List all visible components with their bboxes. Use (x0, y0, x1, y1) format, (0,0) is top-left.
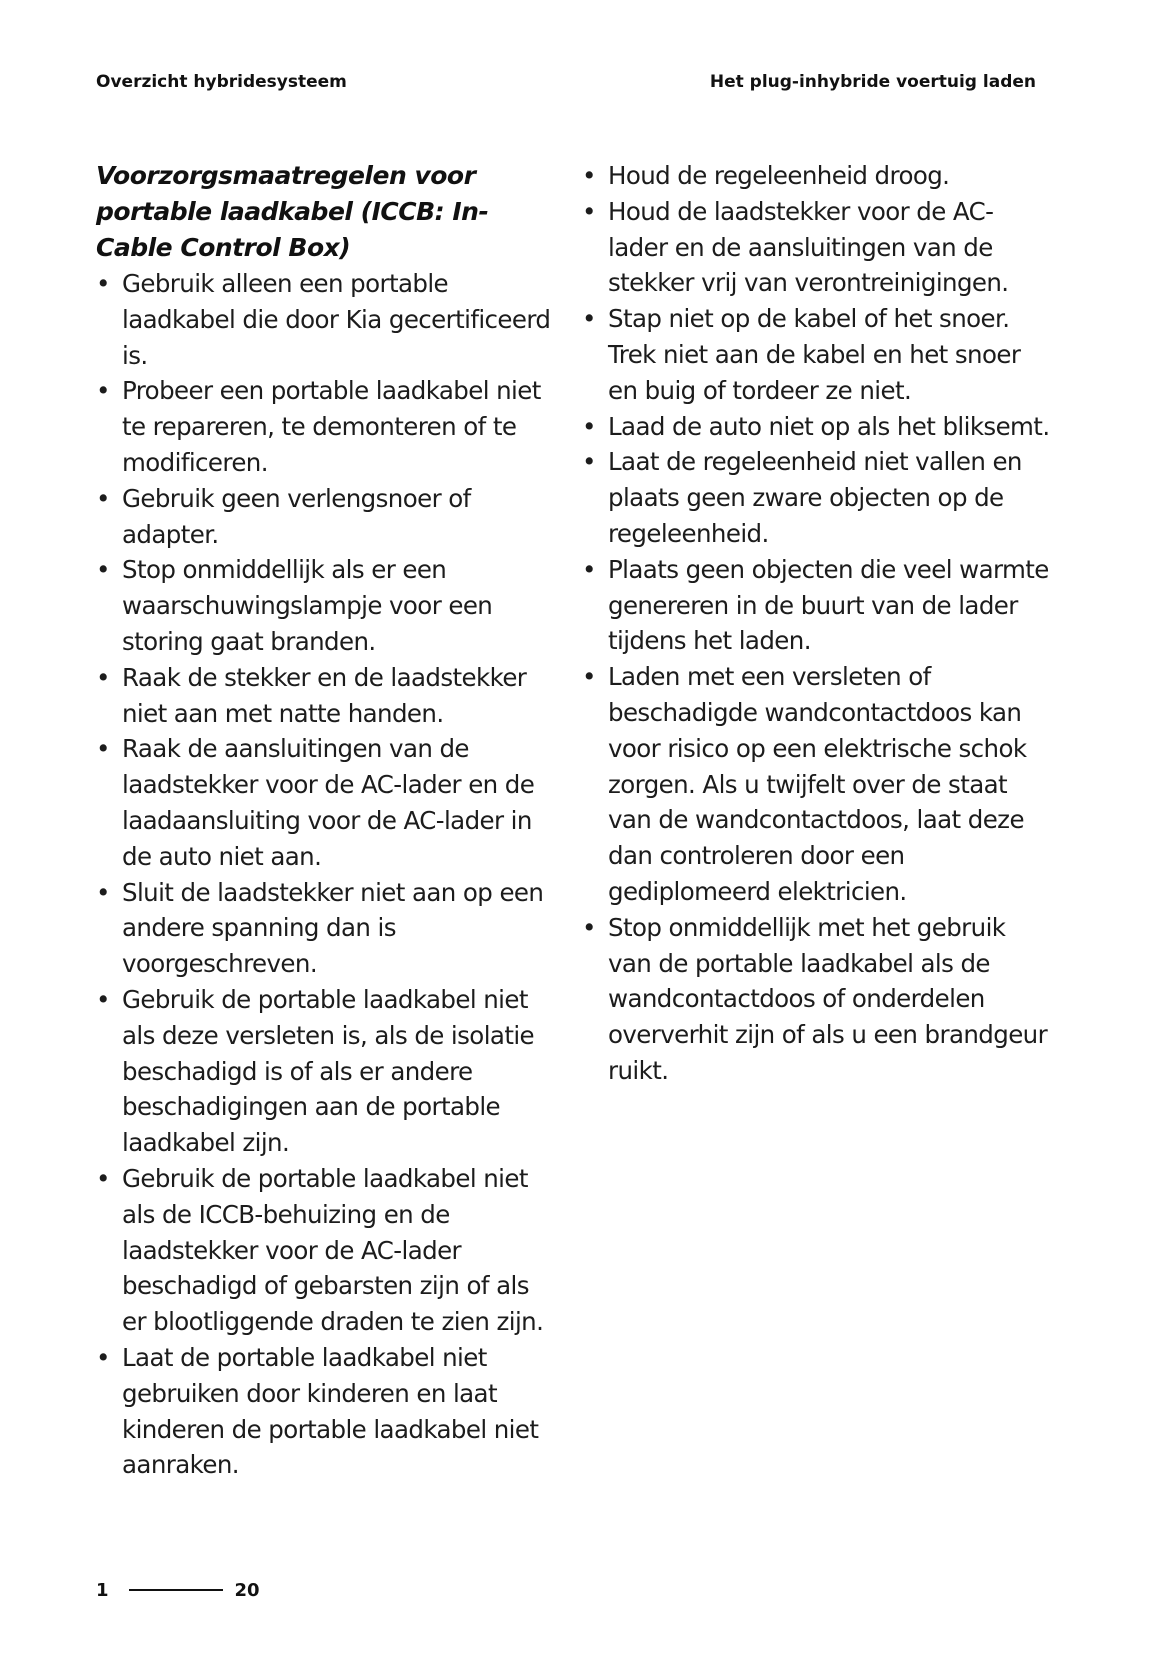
bullet-icon: • (582, 662, 596, 692)
left-bullet-list (96, 266, 556, 1483)
list-item (96, 1161, 556, 1340)
bullet-icon: • (96, 376, 110, 406)
bullet-icon: • (96, 483, 110, 513)
list-item-text: Raak de stekker en de laadstekker niet aan met natte handen. (122, 662, 527, 728)
bullet-icon: • (582, 912, 596, 942)
bullet-icon: • (96, 734, 110, 764)
list-item (96, 373, 556, 480)
list-item-text: Sluit de laadstekker niet aan op een andere spanning dan is voorgeschreven. (122, 877, 544, 979)
list-item-text: Probeer een portable laadkabel niet te repareren, te demonteren of te modificeren. (122, 376, 541, 477)
list-item-text: Raak de aansluitingen van de laadstekker voor de AC-lader en de laadaansluiting voor de AC-lader in de auto niet aan. (122, 734, 535, 871)
page-number: 20 (234, 1579, 260, 1601)
list-item-text: Plaats geen objecten die veel warmte genereren in de buurt van de lader tijdens het laden. (608, 554, 1049, 656)
bullet-icon: • (582, 411, 596, 441)
bullet-icon: • (96, 877, 110, 907)
bullet-icon: • (96, 984, 110, 1014)
right-bullet-list (582, 158, 1052, 1089)
chapter-number: 1 (96, 1579, 109, 1601)
bullet-icon: • (582, 196, 596, 226)
list-item (96, 552, 556, 659)
right-column (582, 158, 1052, 1089)
list-item (96, 982, 556, 1161)
list-item-text: Stop onmiddellijk als er een waarschuwingslampje voor een storing gaat branden. (122, 555, 493, 656)
left-column (96, 158, 556, 1483)
list-item-text: Houd de regeleenheid droog. (608, 161, 950, 190)
bullet-icon: • (582, 304, 596, 334)
list-item (582, 659, 1052, 910)
running-header-left: Overzicht hybridesysteem (96, 72, 347, 92)
bullet-icon: • (96, 1342, 110, 1372)
list-item-text: Laden met een versleten of beschadigde wandcontactdoos kan voor risico op een elektrische schok zorgen. Als u twijfelt over de staat van de wandcontactdoos, laat deze dan controleren door een gediplomeerd elektricien. (608, 662, 1027, 906)
list-item (582, 552, 1052, 659)
page-footer (96, 1578, 260, 1602)
list-item-text: Gebruik geen verlengsnoer of adapter. (122, 483, 471, 549)
bullet-icon: • (96, 662, 110, 692)
bullet-icon: • (96, 555, 110, 585)
bullet-icon: • (582, 447, 596, 477)
list-item-text: Gebruik alleen een portable laadkabel die door Kia gecertificeerd is. (122, 269, 551, 370)
list-item-text: Stop onmiddellijk met het gebruik van de portable laadkabel als de wandcontactdoos of onderdelen oververhit zijn of als u een brandgeur ruikt. (608, 912, 1048, 1085)
list-item (582, 158, 1052, 194)
footer-divider (129, 1589, 223, 1591)
list-item-text: Stap niet op de kabel of het snoer. Trek niet aan de kabel en het snoer en buig of tordeer ze niet. (608, 304, 1021, 405)
list-item (582, 194, 1052, 301)
list-item-text: Gebruik de portable laadkabel niet als deze versleten is, als de isolatie beschadigd is of als er andere beschadigingen aan de portable laadkabel zijn. (122, 984, 535, 1158)
list-item (96, 266, 556, 373)
list-item (582, 301, 1052, 408)
list-item (96, 875, 556, 982)
bullet-icon: • (582, 161, 596, 190)
list-item (96, 731, 556, 874)
list-item (582, 910, 1052, 1089)
list-item (96, 481, 556, 553)
list-item-text: Laat de regeleenheid niet vallen en plaats geen zware objecten op de regeleenheid. (608, 447, 1022, 548)
running-header-right: Het plug-inhybride voertuig laden (709, 72, 1036, 92)
section-title: Voorzorgsmaatregelen voor portable laadkabel (ICCB: In-Cable Control Box) (96, 161, 489, 262)
list-item-text: Gebruik de portable laadkabel niet als de ICCB-behuizing en de laadstekker voor de AC-lader beschadigd of gebarsten zijn of als er blootliggende draden te zien zijn. (122, 1163, 544, 1337)
list-item-text: Laat de portable laadkabel niet gebruiken door kinderen en laat kinderen de portable laadkabel niet aanraken. (122, 1342, 539, 1480)
list-item (582, 444, 1052, 551)
bullet-icon: • (582, 554, 596, 584)
list-item (96, 1340, 556, 1483)
list-item (96, 660, 556, 732)
list-item (582, 409, 1052, 445)
list-item-text: Laad de auto niet op als het bliksemt. (608, 411, 1050, 441)
list-item-text: Houd de laadstekker voor de AC-lader en de aansluitingen van de stekker vrij van verontreinigingen. (608, 196, 1009, 298)
bullet-icon: • (96, 1163, 110, 1193)
bullet-icon: • (96, 269, 110, 298)
